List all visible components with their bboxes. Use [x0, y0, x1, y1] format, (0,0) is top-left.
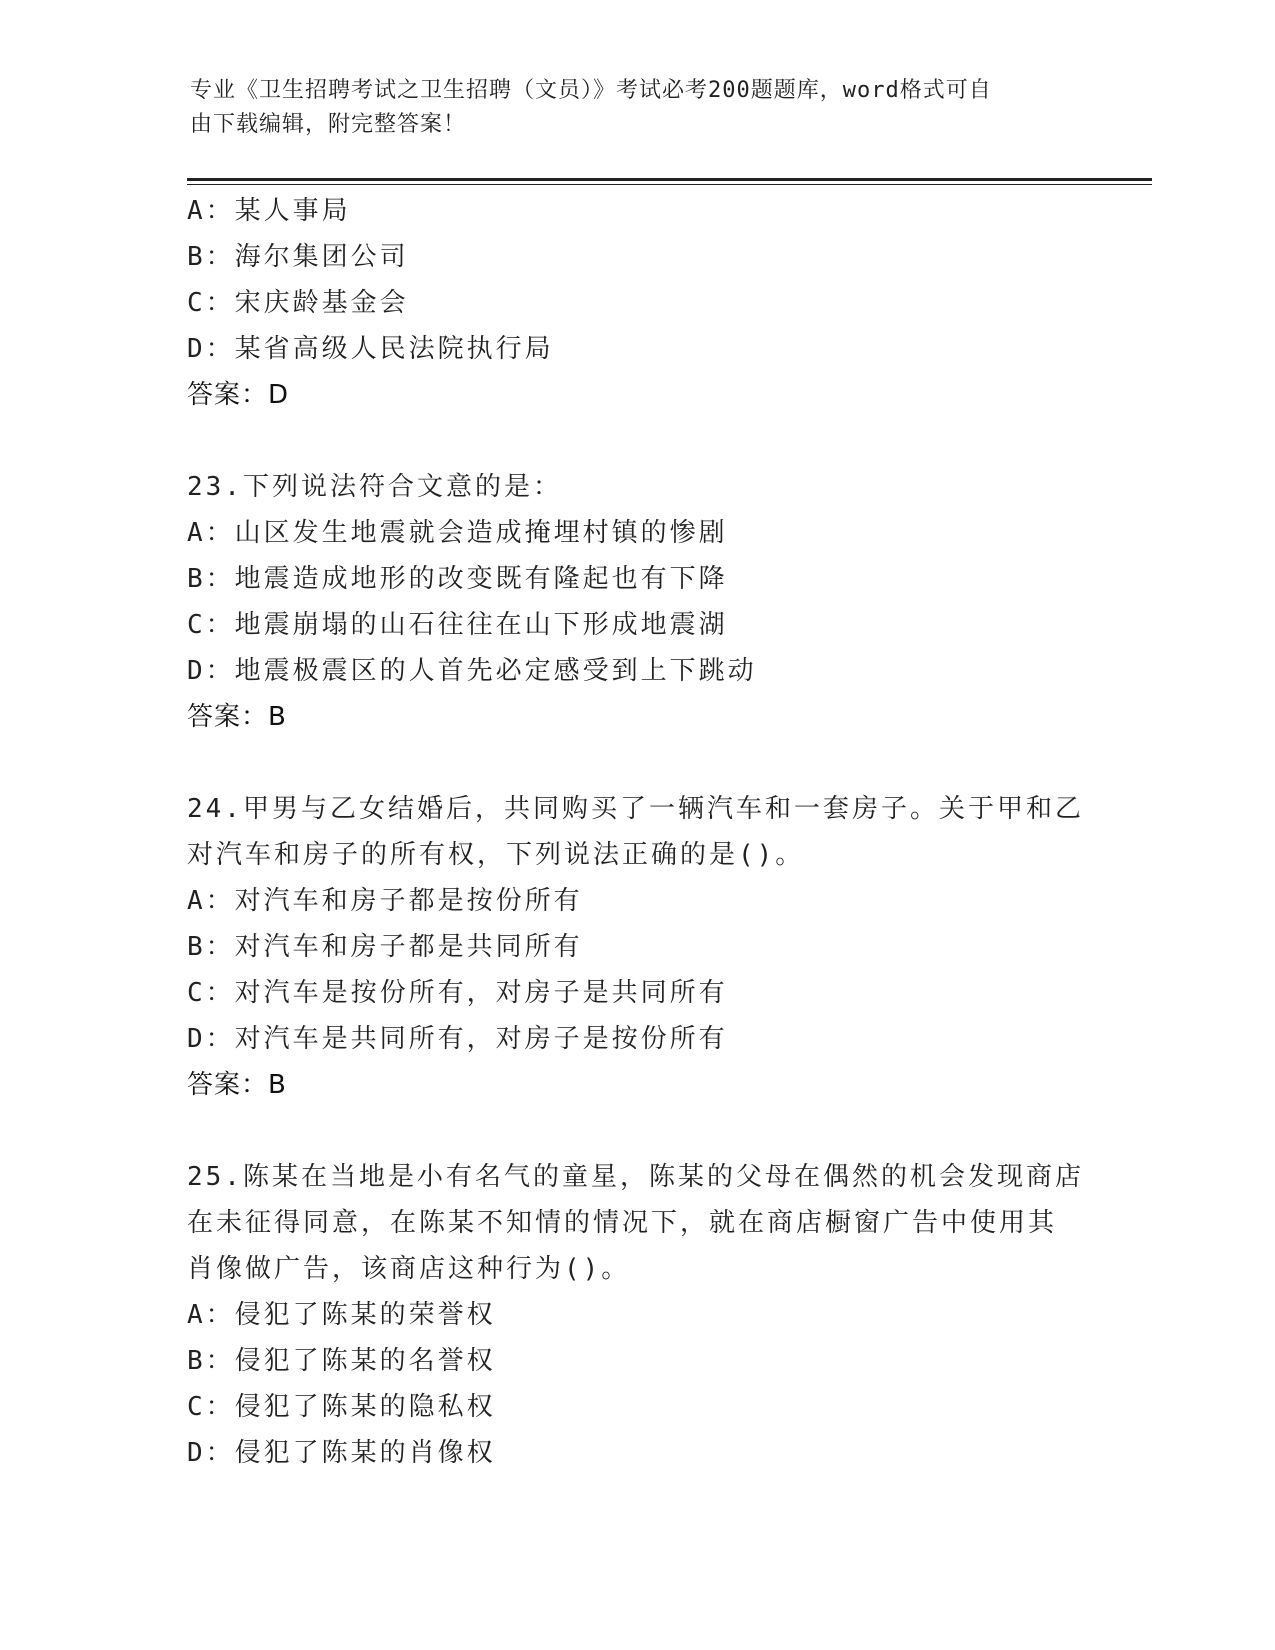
answer-label: 答案：B	[187, 702, 287, 732]
header-divider-thin	[187, 184, 1152, 185]
header-line-1: 专业《卫生招聘考试之卫生招聘（文员）》考试必考200题题库，word格式可自	[190, 78, 992, 103]
question-23	[187, 464, 1087, 740]
option-b: B：地震造成地形的改变既有隆起也有下降	[187, 564, 728, 594]
option-b: B：对汽车和房子都是共同所有	[187, 932, 583, 962]
answer-label: 答案：B	[187, 1070, 287, 1100]
question-stem-line: 25.陈某在当地是小有名气的童星，陈某的父母在偶然的机会发现商店	[187, 1162, 1084, 1192]
option-c: C：宋庆龄基金会	[187, 288, 409, 318]
option-d: D：地震极震区的人首先必定感受到上下跳动	[187, 656, 757, 686]
option-c: C：地震崩塌的山石往往在山下形成地震湖	[187, 610, 728, 640]
option-c: C：侵犯了陈某的隐私权	[187, 1392, 496, 1422]
option-a: A：侵犯了陈某的荣誉权	[187, 1300, 496, 1330]
option-d: D：某省高级人民法院执行局	[187, 334, 554, 364]
document-header	[190, 74, 1090, 142]
option-d: D：对汽车是共同所有，对房子是按份所有	[187, 1024, 728, 1054]
question-stem-line: 在未征得同意，在陈某不知情的情况下，就在商店橱窗广告中使用其	[187, 1208, 1058, 1238]
option-d: D：侵犯了陈某的肖像权	[187, 1438, 496, 1468]
header-line-2: 由下载编辑，附完整答案！	[190, 112, 467, 137]
question-stem: 23.下列说法符合文意的是：	[187, 472, 562, 502]
option-a: A：对汽车和房子都是按份所有	[187, 886, 583, 916]
question-stem-line: 对汽车和房子的所有权，下列说法正确的是()。	[187, 840, 805, 870]
spacer	[187, 1108, 1087, 1154]
spacer	[187, 740, 1087, 786]
question-22	[187, 188, 1087, 418]
option-b: B：侵犯了陈某的名誉权	[187, 1346, 496, 1376]
header-divider-thick	[187, 178, 1152, 181]
option-b: B：海尔集团公司	[187, 242, 409, 272]
question-stem-line: 肖像做广告，该商店这种行为()。	[187, 1254, 631, 1284]
option-c: C：对汽车是按份所有，对房子是共同所有	[187, 978, 728, 1008]
question-stem-line: 24.甲男与乙女结婚后，共同购买了一辆汽车和一套房子。关于甲和乙	[187, 794, 1084, 824]
spacer	[187, 418, 1087, 464]
question-24	[187, 786, 1087, 1108]
question-list	[187, 188, 1087, 1476]
option-a: A：某人事局	[187, 196, 351, 226]
question-25	[187, 1154, 1087, 1476]
answer-label: 答案：D	[187, 380, 290, 410]
option-a: A：山区发生地震就会造成掩埋村镇的惨剧	[187, 518, 728, 548]
